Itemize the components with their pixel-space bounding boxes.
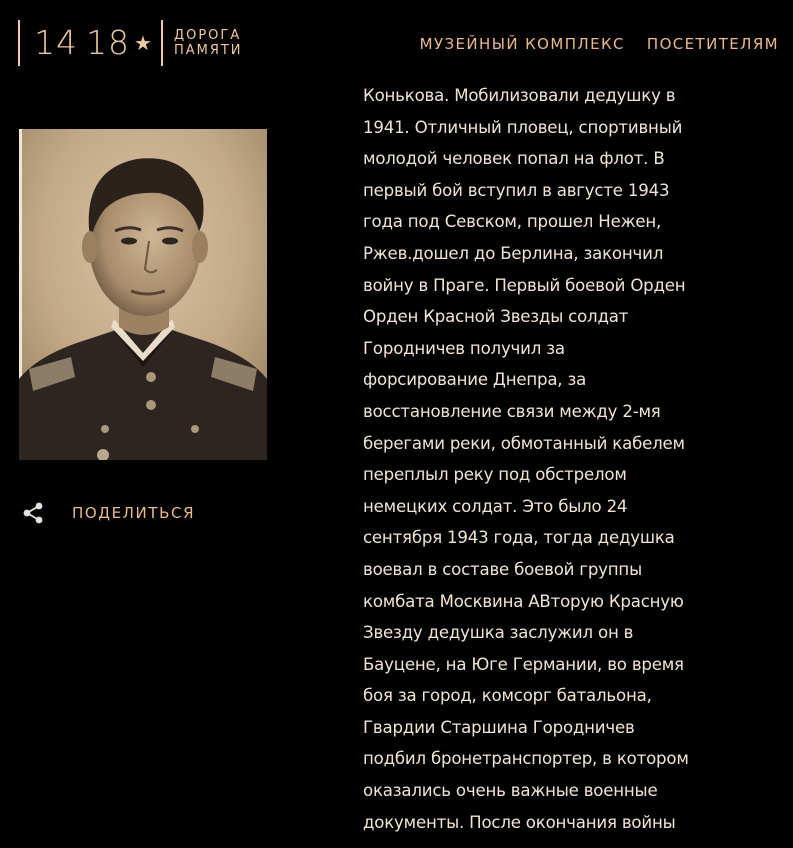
logo-number-right: 18 xyxy=(86,23,130,62)
article-line: комбата Москвина АВторую Красную xyxy=(363,591,684,611)
article-line: молодой человек попал на флот. В xyxy=(363,149,665,169)
share-button[interactable] xyxy=(22,502,195,524)
article-line: подбил бронетранспортер, в котором xyxy=(363,749,689,769)
article-line: берегами реки, обмотанный кабелем xyxy=(363,433,685,453)
article-line: восстановление связи между 2-мя xyxy=(363,401,661,421)
article-line: 1941. Отличный пловец, спортивный xyxy=(363,117,683,137)
main-nav xyxy=(420,35,779,53)
article-line: немецких солдат. Это было 24 xyxy=(363,496,628,516)
star-icon: ★ xyxy=(134,31,152,55)
logo-divider-right xyxy=(161,20,163,66)
article-line: первый бой вступил в августе 1943 xyxy=(363,180,670,200)
article-line: боя за город, комсорг батальона, xyxy=(363,686,652,706)
nav-item-museum-complex[interactable]: МУЗЕЙНЫЙ КОМПЛЕКС xyxy=(419,35,625,53)
article-line: документы. После окончания войны xyxy=(363,812,676,832)
article-body xyxy=(363,80,723,838)
soldier-portrait-photo xyxy=(19,129,267,460)
logo-number-left: 14 xyxy=(34,23,78,62)
logo-divider-left xyxy=(18,20,20,66)
article-line: воевал в составе боевой группы xyxy=(363,559,642,579)
article-line: переплыл реку под обстрелом xyxy=(363,465,627,485)
article-line: года под Севском, прошел Нежен, xyxy=(363,212,662,232)
logo-title xyxy=(174,28,243,58)
share-icon xyxy=(22,502,44,524)
article-line: форсирование Днепра, за xyxy=(363,370,587,390)
article-line: Бауцене, на Юге Германии, во время xyxy=(363,654,684,674)
logo-title-line2: ПАМЯТИ xyxy=(173,43,243,58)
article-line: Гвардии Старшина Городничев xyxy=(363,717,635,737)
article-line: оказались очень важные военные xyxy=(363,781,658,801)
article-line: Звезду дедушка заслужил он в xyxy=(363,623,634,643)
article-line: сентября 1943 года, тогда дедушка xyxy=(363,528,675,548)
article-line: Орден Красной Звезды солдат xyxy=(363,307,629,327)
article-line: Ржев.дошел до Берлина, закончил xyxy=(363,243,664,263)
site-logo[interactable] xyxy=(18,20,243,66)
share-label: ПОДЕЛИТЬСЯ xyxy=(72,504,196,522)
logo-title-line1: ДОРОГА xyxy=(173,28,242,43)
article-line: Городничев получил за xyxy=(363,338,565,358)
nav-item-visitors[interactable]: ПОСЕТИТЕЛЯМ xyxy=(646,35,779,53)
article-line: Конькова. Мобилизовали дедушку в xyxy=(363,86,676,105)
article-line: войну в Праге. Первый боевой Орден xyxy=(363,275,686,295)
